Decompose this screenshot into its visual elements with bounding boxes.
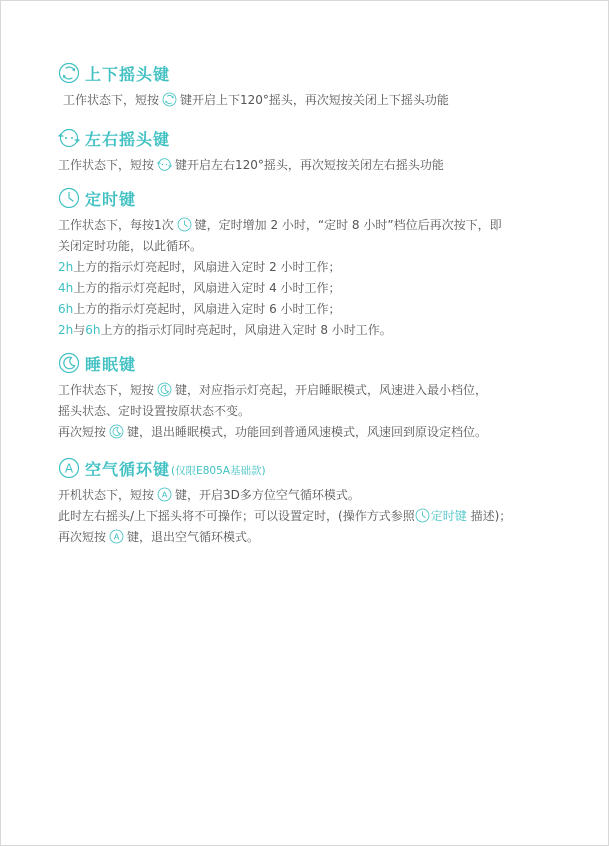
section-text: 工作状态下，短按 键开启左右120°摇头，再次短按关闭左右摇头功能 xyxy=(58,158,444,172)
timer-key: 4h xyxy=(58,281,74,295)
section-text: 开机状态下，短按 A 键，开启3D多方位空气循环模式。 xyxy=(58,488,360,502)
air-circulation-icon xyxy=(58,457,80,479)
timer-item: 6h上方的指示灯亮起时，风扇进入定时 6 小时工作； xyxy=(58,302,341,316)
section-heading xyxy=(58,60,578,86)
section-text: 工作状态下，每按1次 键，定时增加 2 小时，“定时 8 小时”档位后再次按下，即 xyxy=(58,218,502,232)
section-text: 工作状态下，短按 键开启上下120°摇头，再次短按关闭上下摇头功能 xyxy=(63,93,449,107)
section-sleep xyxy=(58,350,578,443)
timer-key-reference: 定时键 xyxy=(430,509,467,523)
sleep-icon xyxy=(109,424,124,439)
section-text: 此时左右摇头/上下摇头将不可操作；可以设置定时，(操作方式参照 定时键 描述)； xyxy=(58,509,512,523)
section-text: 再次短按 键，退出睡眠模式，功能回到普通风速模式，风速回到原设定档位。 xyxy=(58,425,488,439)
clock-icon xyxy=(58,187,80,209)
horizontal-oscillation-icon xyxy=(157,157,172,172)
sleep-icon xyxy=(58,352,80,374)
timer-item: 2h上方的指示灯亮起时，风扇进入定时 2 小时工作； xyxy=(58,260,341,274)
horizontal-oscillation-icon xyxy=(58,127,80,149)
timer-key: 6h xyxy=(85,323,101,337)
section-title: 睡眠键 xyxy=(85,354,137,374)
vertical-oscillation-icon xyxy=(58,62,80,84)
svg-text:A: A xyxy=(113,531,120,542)
timer-key: 2h xyxy=(58,260,74,274)
section-title: 定时键 xyxy=(85,189,137,209)
section-text: 再次短按 A 键，退出空气循环模式。 xyxy=(58,530,260,544)
section-text: 关闭定时功能，以此循环。 xyxy=(58,239,203,253)
vertical-oscillation-icon xyxy=(162,92,177,107)
section-vertical-oscillation xyxy=(58,60,578,111)
timer-key: 6h xyxy=(58,302,74,316)
sleep-icon xyxy=(157,382,172,397)
svg-text:A: A xyxy=(161,489,168,500)
timer-item: 2h与6h上方的指示灯同时亮起时，风扇进入定时 8 小时工作。 xyxy=(58,323,392,337)
section-heading xyxy=(58,185,578,211)
svg-text:A: A xyxy=(64,461,74,476)
section-note: (仅限E805A基础款) xyxy=(171,465,266,477)
section-air-circulation xyxy=(58,455,578,548)
timer-key: 2h xyxy=(58,323,74,337)
section-heading xyxy=(58,125,578,151)
timer-item: 4h上方的指示灯亮起时，风扇进入定时 4 小时工作； xyxy=(58,281,341,295)
section-title: 空气循环键 xyxy=(85,459,171,479)
section-horizontal-oscillation xyxy=(58,125,578,176)
air-circulation-icon xyxy=(109,529,124,544)
section-title: 上下摇头键 xyxy=(85,64,171,84)
section-title: 左右摇头键 xyxy=(85,129,171,149)
section-timer xyxy=(58,185,578,341)
clock-icon xyxy=(415,508,430,523)
section-text: 摇头状态、定时设置按原状态不变。 xyxy=(58,404,251,418)
air-circulation-icon xyxy=(157,487,172,502)
section-heading xyxy=(58,455,578,481)
section-text: 工作状态下，短按 键，对应指示灯亮起，开启睡眠模式，风速进入最小档位， xyxy=(58,383,488,397)
clock-icon xyxy=(177,217,192,232)
section-heading xyxy=(58,350,578,376)
